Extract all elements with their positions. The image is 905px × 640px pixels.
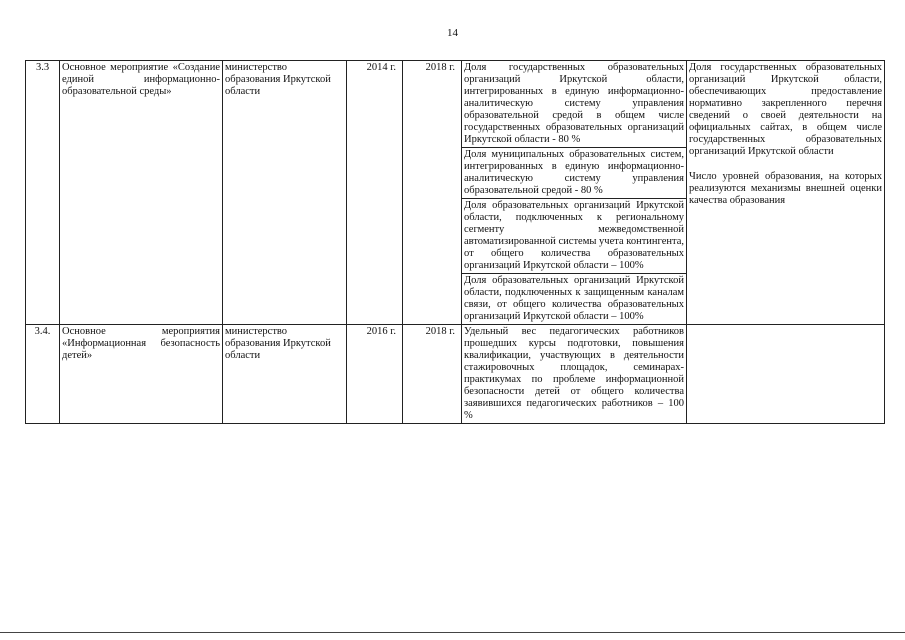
page-number: 14	[447, 27, 458, 39]
result-text: Число уровней образования, на которых реализуются механизмы внешней оценки качества образования	[689, 171, 882, 206]
indicator: Удельный вес педагогических работников прошедших курсы подготовки, повышения квалификации, участвующих в деятельности стажировочных площадок, семинарах-практикумах по проблеме информационной безопасности детей от общего количества заявившихся педагогических работников – 100 %	[464, 326, 684, 421]
event-name: Основное мероприятие «Создание единой информационно-образовательной среды»	[60, 61, 223, 325]
results-cell	[687, 325, 885, 424]
table-row	[26, 325, 885, 424]
end-year: 2018 г.	[403, 325, 462, 424]
row-number: 3.3	[26, 61, 60, 325]
indicator: Доля образовательных организаций Иркутской области, подключенных к региональному сегменту межведомственной автоматизированной системы учета контингента, от общего количества образовательных организаций Иркутской области – 100%	[462, 199, 686, 274]
row-number: 3.4.	[26, 325, 60, 424]
results-cell	[687, 61, 885, 325]
page-bottom-border	[0, 632, 905, 633]
indicator: Доля образовательных организаций Иркутской области, подключенных к защищенным каналам связи, от общего количества образовательных организаций Иркутской области – 100%	[464, 275, 684, 322]
start-year: 2014 г.	[347, 61, 403, 325]
program-table	[25, 60, 885, 424]
indicator: Доля государственных образовательных организаций Иркутской области, интегрированных в единую информационно-аналитическую систему управления образовательной средой в общем числе государственных образовательных организаций Иркутской области - 80 %	[462, 61, 686, 148]
executor: министерство образования Иркутской области	[223, 325, 347, 424]
event-name: Основное мероприятия «Информационная безопасность детей»	[60, 325, 223, 424]
indicator: Доля муниципальных образовательных систем, интегрированных в единую информационно-аналитическую систему управления образовательной средой - 80 %	[462, 148, 686, 199]
executor: министерство образования Иркутской области	[223, 61, 347, 325]
indicators-cell	[462, 325, 687, 424]
result-text: Доля государственных образовательных организаций Иркутской области, обеспечивающих предоставление нормативно закрепленного перечня сведений о своей деятельности на официальных сайтах, в общем числе государственных образовательных организаций Иркутской области	[689, 62, 882, 157]
start-year: 2016 г.	[347, 325, 403, 424]
table-row	[26, 61, 885, 325]
indicators-cell	[462, 61, 687, 325]
end-year: 2018 г.	[403, 61, 462, 325]
